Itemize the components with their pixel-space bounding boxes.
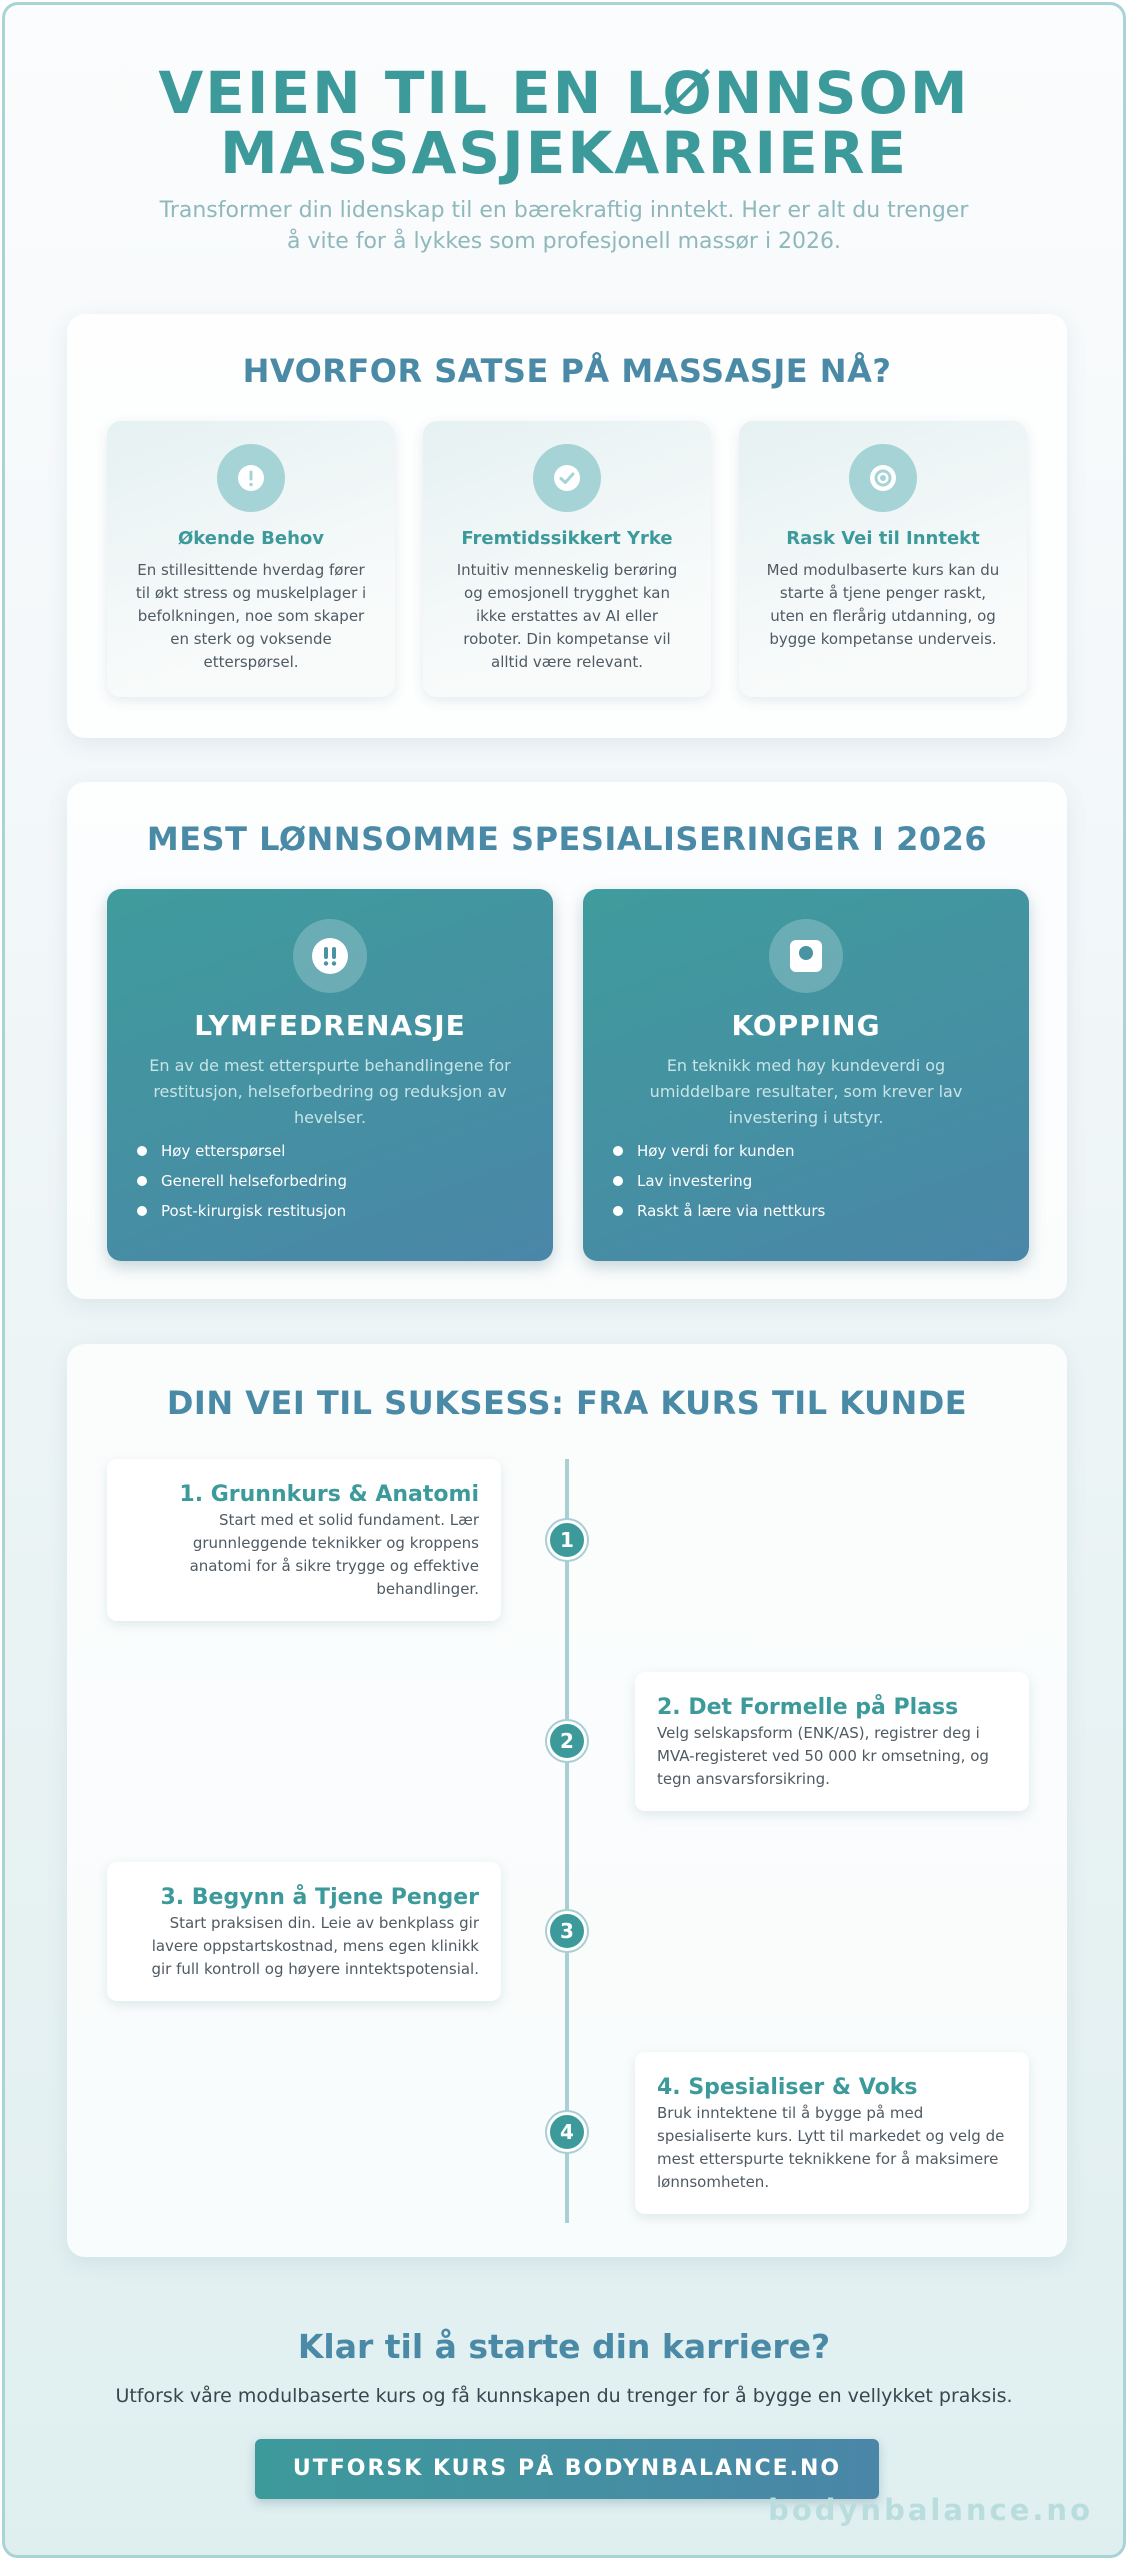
specializations-section — [67, 782, 1067, 1299]
list-item: Lav investering — [613, 1171, 1009, 1201]
timeline-node-1: 1 — [547, 1520, 587, 1560]
explore-courses-button[interactable]: UTFORSK KURS PÅ BODYNBALANCE.NO — [255, 2439, 879, 2499]
timeline-step-text: Bruk inntektene til å bygge på med spesialiserte kurs. Lytt til markedet og velg de mest etterspurte teknikkene for å maksimere lønnsomheten. — [657, 2104, 1005, 2191]
infographic-frame — [2, 2, 1126, 2558]
list-item: Raskt å lære via nettkurs — [613, 1201, 1009, 1231]
why-card-title: Fremtidssikkert Yrke — [461, 528, 673, 549]
timeline-step-title: 2. Det Formelle på Plass — [657, 1695, 959, 1720]
list-item: Generell helseforbedring — [137, 1171, 533, 1201]
spec-card-text: En teknikk med høy kundeverdi og umiddelbare resultater, som krever lav investering i utstyr. — [649, 1056, 963, 1127]
page-title-line-1: VEIEN TIL EN LØNNSOM — [158, 59, 970, 127]
why-card-text: En stillesittende hverdag fører til økt stress og muskelplager i befolkningen, noe som skaper en sterk og voksende etterspørsel. — [135, 561, 367, 671]
timeline-node-4: 4 — [547, 2112, 587, 2152]
page-title-line-2: MASSASJEKARRIERE — [219, 119, 909, 187]
spec-card-lymph-drainage — [107, 889, 553, 1261]
spec-card-cupping — [583, 889, 1029, 1261]
timeline-step-title: 1. Grunnkurs & Anatomi — [179, 1482, 479, 1507]
why-section-title: HVORFOR SATSE PÅ MASSASJE NÅ? — [242, 352, 892, 390]
why-card-future-proof — [423, 421, 711, 697]
why-card-fast-income — [739, 421, 1027, 697]
target-icon — [849, 444, 917, 512]
cta-subtitle: Utforsk våre modulbaserte kurs og få kunnskapen du trenger for å bygge en vellykket praksis. — [115, 2385, 1013, 2407]
cup-icon — [769, 919, 843, 993]
timeline-node-3: 3 — [547, 1911, 587, 1951]
cta-title: Klar til å starte din karriere? — [297, 2327, 831, 2366]
list-item: Høy etterspørsel — [137, 1141, 533, 1171]
page-subtitle-line-1: Transformer din lidenskap til en bærekraftig inntekt. Her er alt du trenger — [159, 198, 969, 223]
why-card-title: Økende Behov — [177, 528, 324, 549]
timeline-step-text: Start praksisen din. Leie av benkplass gir lavere oppstartskostnad, mens egen klinikk gir full kontroll og høyere inntektspotensial. — [151, 1914, 479, 1978]
timeline-step-text: Velg selskapsform (ENK/AS), registrer deg i MVA-registeret ved 50 000 kr omsetning, og tegn ansvarsforsikring. — [657, 1724, 989, 1788]
timeline-line — [565, 1459, 569, 2223]
timeline-step-4 — [635, 2052, 1029, 2214]
path-section-title: DIN VEI TIL SUKSESS: FRA KURS TIL KUNDE — [166, 1384, 968, 1422]
why-card-demand — [107, 421, 395, 697]
brand-watermark: bodynbalance.no — [768, 2493, 1093, 2527]
timeline-step-text: Start med et solid fundament. Lær grunnleggende teknikker og kroppens anatomi for å sikre trygge og effektive behandlinger. — [189, 1511, 479, 1598]
spec-card-text: En av de mest etterspurte behandlingene for restitusjon, helseforbedring og reduksjon av hevelser. — [149, 1056, 511, 1127]
spec-card-title: KOPPING — [731, 1009, 881, 1042]
why-section — [67, 314, 1067, 738]
timeline-step-3 — [107, 1862, 501, 2001]
alert-icon — [217, 444, 285, 512]
list-item: Post-kirurgisk restitusjon — [137, 1201, 533, 1231]
checkmark-icon — [533, 444, 601, 512]
hands-icon — [293, 919, 367, 993]
spec-card-points — [613, 1141, 1009, 1231]
specializations-title: MEST LØNNSOMME SPESIALISERINGER I 2026 — [146, 820, 988, 858]
page-subtitle-line-2: å vite for å lykkes som profesjonell massør i 2026. — [286, 229, 842, 254]
spec-card-title: LYMFEDRENASJE — [194, 1009, 466, 1042]
timeline-node-2: 2 — [547, 1721, 587, 1761]
timeline-step-title: 3. Begynn å Tjene Penger — [160, 1885, 479, 1910]
timeline-step-1 — [107, 1459, 501, 1621]
timeline-step-2 — [635, 1672, 1029, 1811]
why-card-text: Intuitiv menneskelig berøring og emosjonell trygghet kan ikke erstattes av AI eller roboter. Din kompetanse vil alltid være relevant. — [456, 561, 678, 671]
why-card-title: Rask Vei til Inntekt — [786, 528, 980, 549]
page-subtitle — [135, 195, 993, 257]
path-section — [67, 1344, 1067, 2257]
page-title — [5, 59, 1123, 187]
why-card-text: Med modulbaserte kurs kan du starte å tjene penger raskt, uten en flerårig utdanning, og bygge kompetanse underveis. — [766, 561, 1000, 648]
timeline-step-title: 4. Spesialiser & Voks — [657, 2075, 918, 2100]
list-item: Høy verdi for kunden — [613, 1141, 1009, 1171]
spec-card-points — [137, 1141, 533, 1231]
